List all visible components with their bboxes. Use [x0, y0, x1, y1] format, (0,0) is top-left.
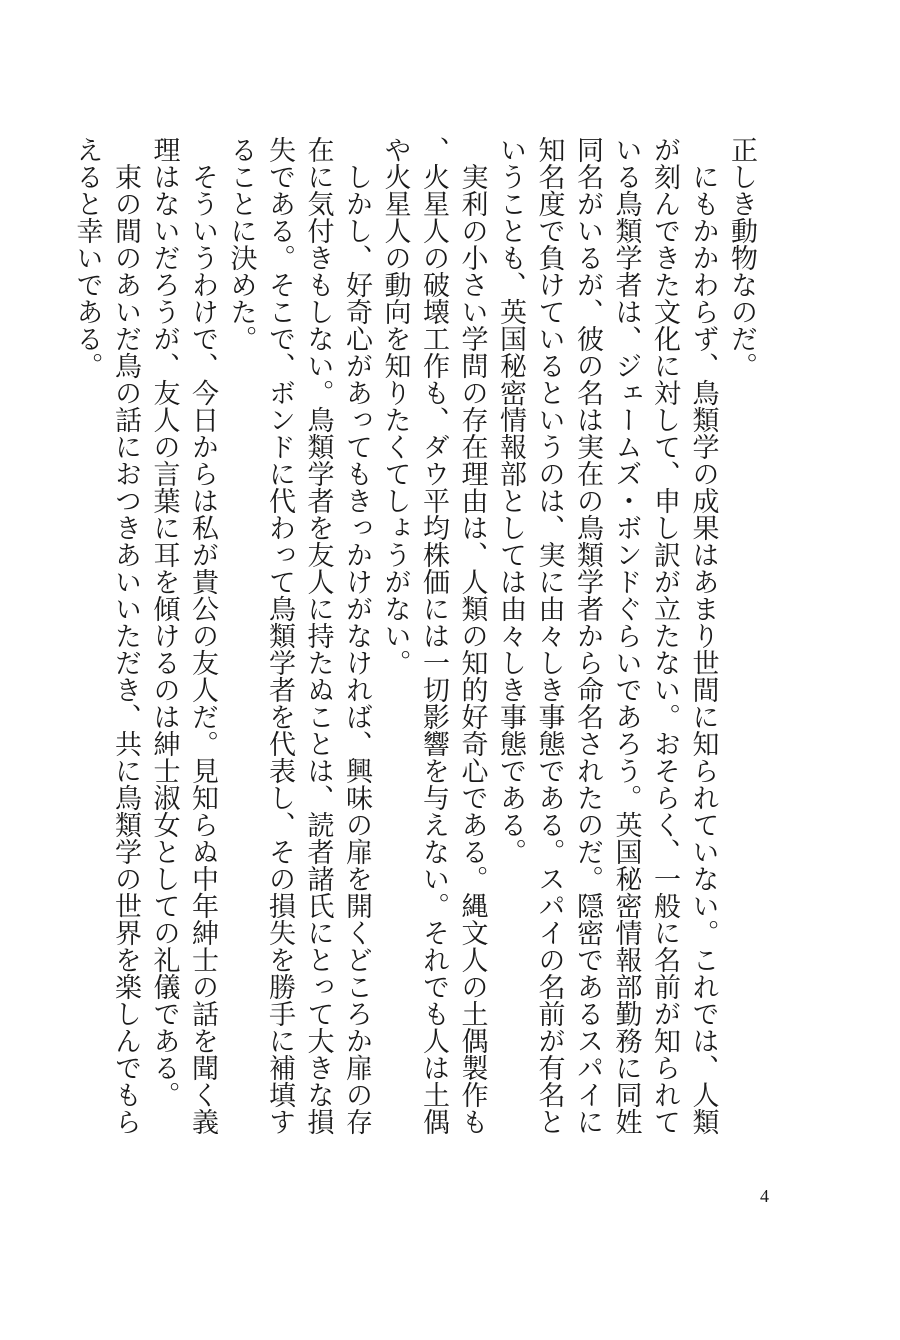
page-number: 4: [760, 1186, 769, 1206]
paragraph: 正しき動物なのだ。: [726, 136, 757, 379]
paragraph: にもかかわらず、鳥類学の成果はあまり世間に知られていない。これでは、人類が刻んできた文化に対して、申し訳が立たない。おそらく、一般に名前が知られている鳥類学者は、ジェームズ・ボンドぐらいであろう。英国秘密情報部勤務に同姓同名がいるが、彼の名は実在の鳥類学者から命名されたのだ。隠密であるスパイに知名度で負けているというのは、実に由々しき事態である。スパイの名前が有名ということも、英国秘密情報部としては由々しき事態である。: [495, 136, 719, 1135]
paragraph: 実利の小さい学問の存在理由は、人類の知的好奇心である。縄文人の土偶製作も、火星人の破壊工作も、ダウ平均株価には一切影響を与えない。それでも人は土偶や火星人の動向を知りたくてしょうがない。: [379, 136, 488, 1135]
paragraph: しかし、好奇心があってもきっかけがなければ、興味の扉を開くどころか扉の存在に気付きもしない。鳥類学者を友人に持たぬことは、読者諸氏にとって大きな損失である。そこで、ボンドに代わって鳥類学者を代表し、その損失を勝手に補填することに決めた。: [225, 136, 372, 1135]
paragraph: 束の間のあいだ鳥の話におつきあいいただき、共に鳥類学の世界を楽しんでもらえると幸いである。: [71, 136, 141, 1135]
vertical-text-body: [71, 136, 760, 1146]
paragraph: そういうわけで、今日からは私が貴公の友人だ。見知らぬ中年紳士の話を聞く義理はないだろうが、友人の言葉に耳を傾けるのは紳士淑女としての礼儀である。: [148, 136, 218, 1135]
